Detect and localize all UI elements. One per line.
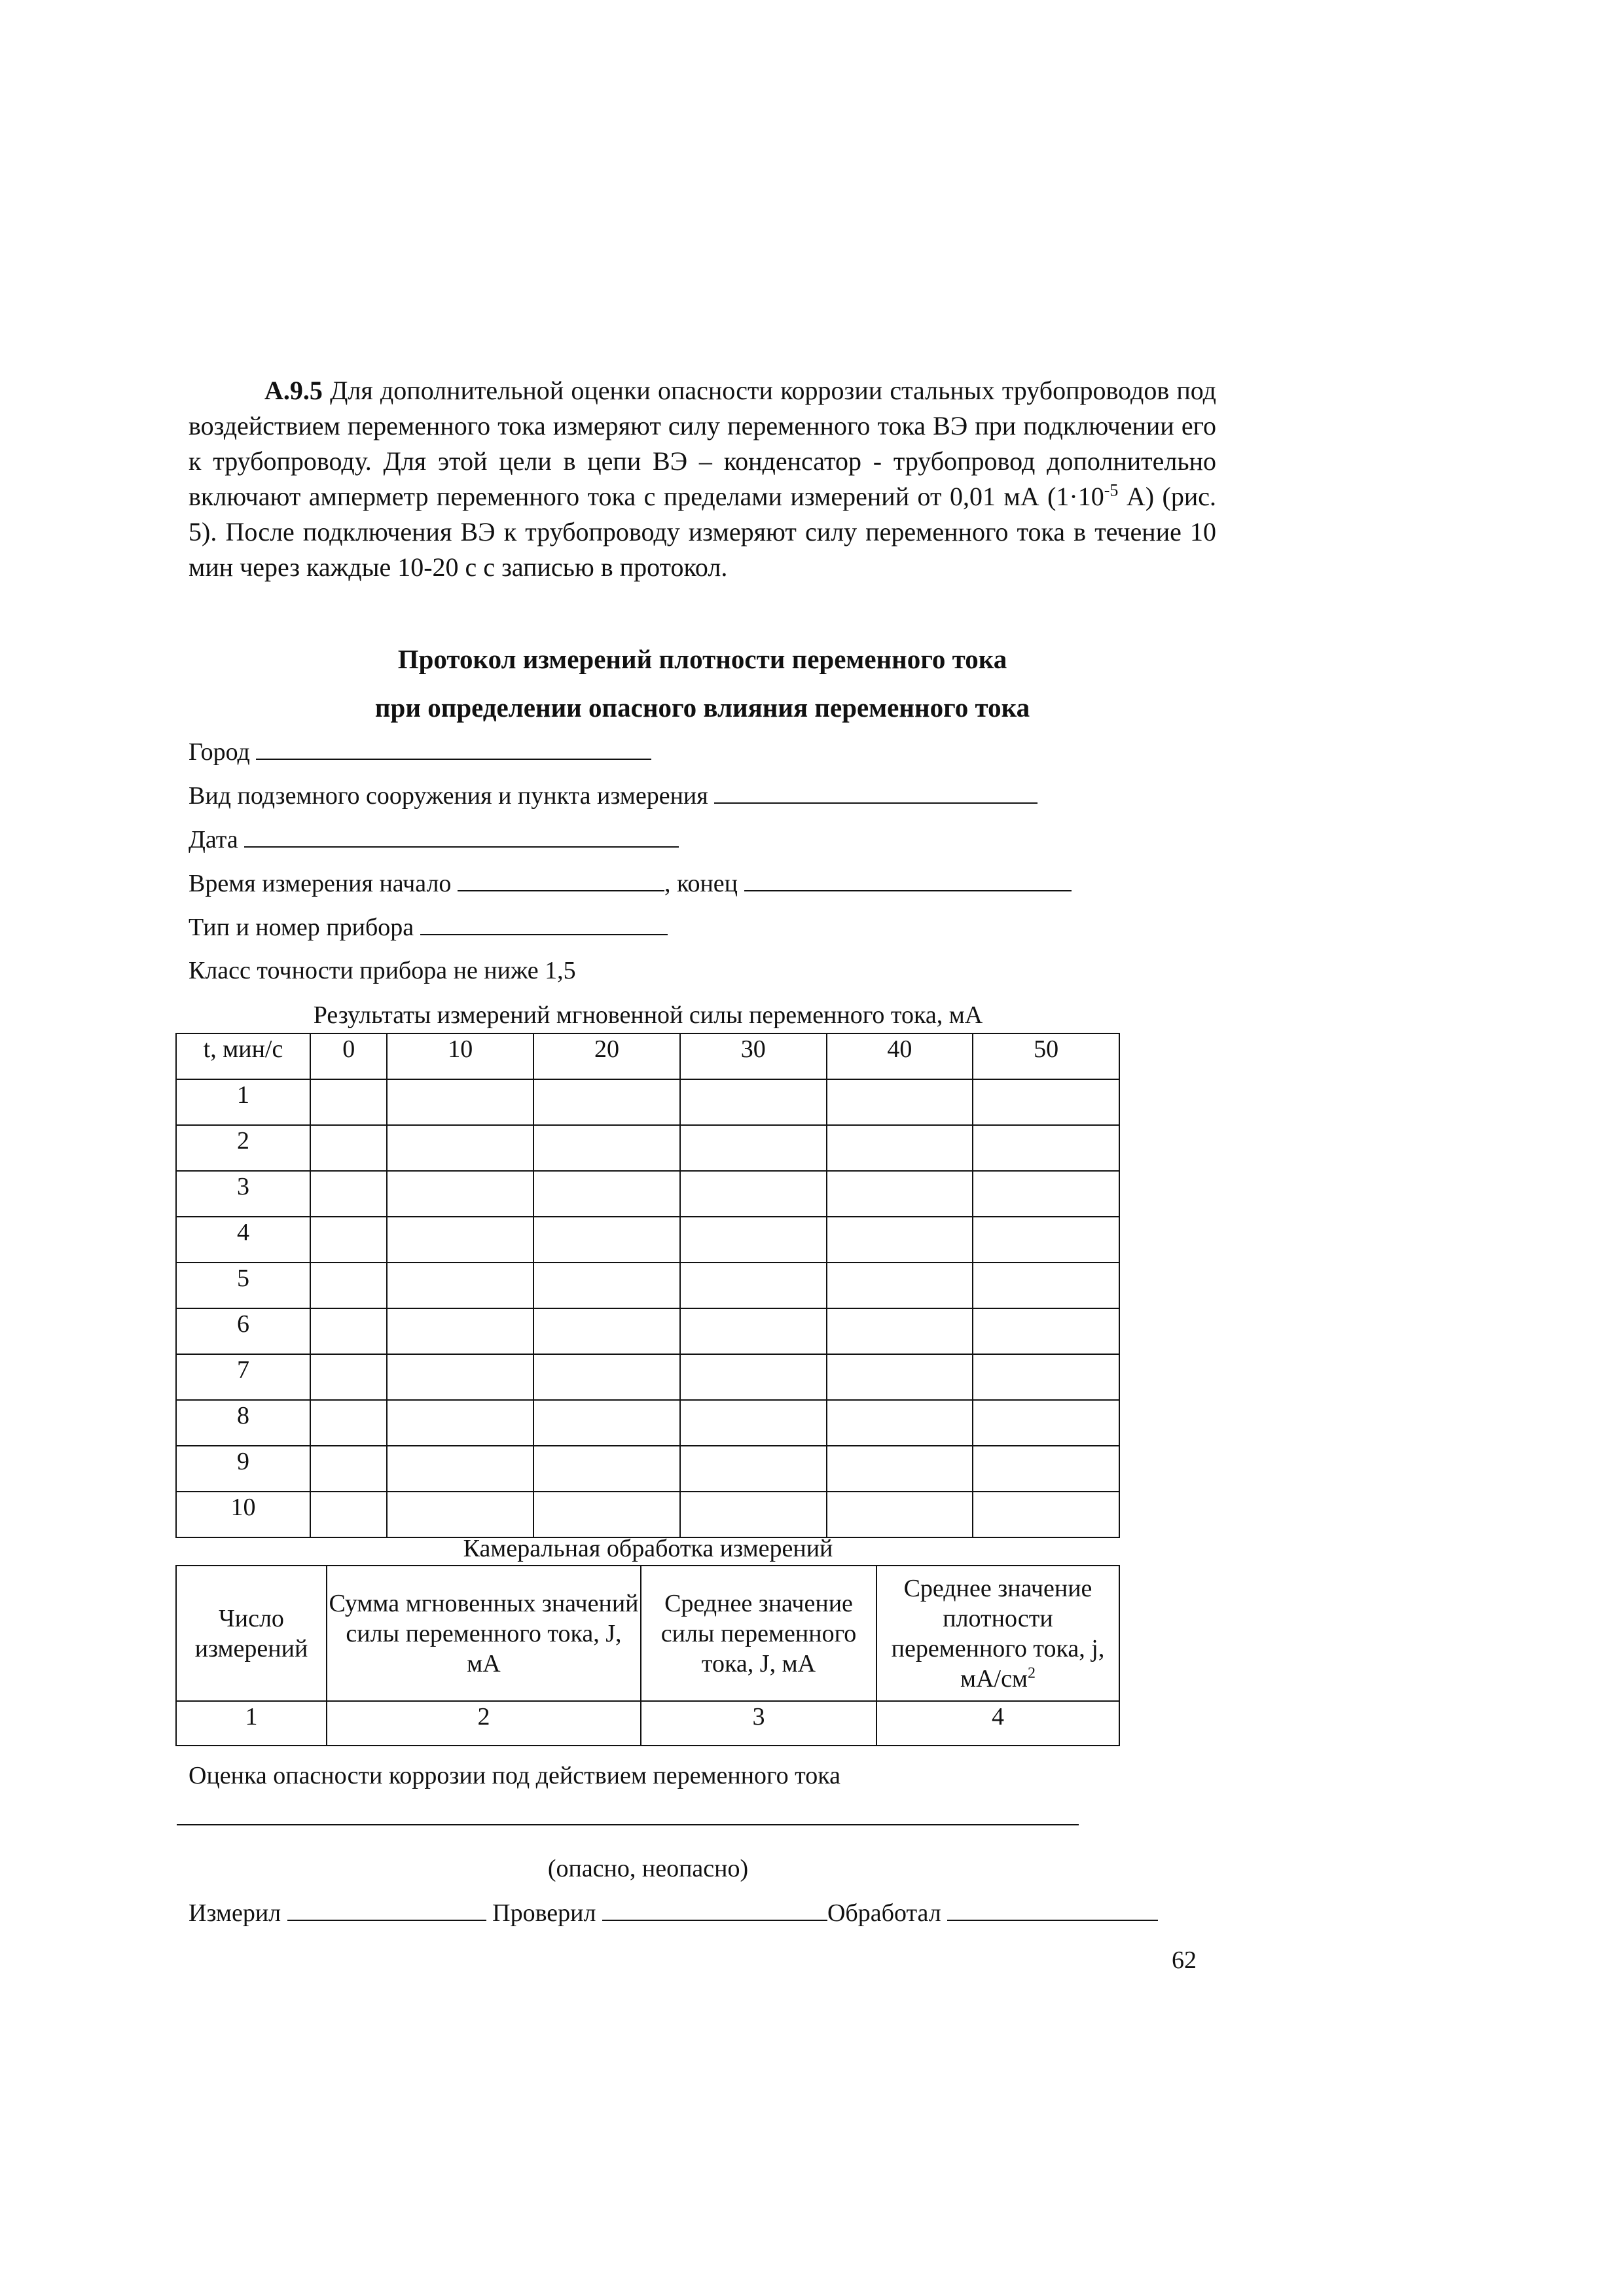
measurement-cell[interactable] — [387, 1171, 533, 1217]
measurement-cell[interactable] — [310, 1217, 387, 1263]
measurement-cell[interactable] — [310, 1263, 387, 1308]
processing-caption: Камеральная обработка измерений — [463, 1535, 833, 1562]
measurement-cell[interactable] — [827, 1400, 973, 1446]
processed-label: Обработал — [827, 1899, 941, 1927]
measurement-cell[interactable] — [827, 1354, 973, 1400]
row-minute-label: 1 — [176, 1079, 310, 1125]
measurement-cell[interactable] — [827, 1171, 973, 1217]
measurement-cell[interactable] — [533, 1308, 680, 1354]
measurement-cell[interactable] — [680, 1263, 827, 1308]
time-end-blank[interactable] — [744, 867, 1072, 891]
row-minute-label: 10 — [176, 1492, 310, 1537]
processing-header-row — [176, 1566, 1119, 1701]
measurement-cell[interactable] — [387, 1308, 533, 1354]
processing-table — [175, 1565, 1120, 1746]
row-minute-label: 2 — [176, 1125, 310, 1171]
measurement-cell[interactable] — [310, 1354, 387, 1400]
measurement-cell[interactable] — [680, 1446, 827, 1492]
measurement-cell[interactable] — [310, 1492, 387, 1537]
measurement-cell[interactable] — [973, 1308, 1119, 1354]
measurement-cell[interactable] — [973, 1263, 1119, 1308]
results-header-row — [176, 1033, 1119, 1079]
table-row — [176, 1263, 1119, 1308]
measurement-cell[interactable] — [827, 1308, 973, 1354]
measurement-cell[interactable] — [973, 1171, 1119, 1217]
assessment-label: Оценка опасности коррозии под действием переменного тока — [189, 1762, 841, 1789]
row-minute-label: 4 — [176, 1217, 310, 1263]
measurement-cell[interactable] — [533, 1217, 680, 1263]
measurement-cell[interactable] — [973, 1125, 1119, 1171]
paragraph-text-end: А) (рис. 5). После подключения ВЭ к трубопроводу измеряют силу переменного тока в течение 10 мин через каждые 10-20 с с записью в протокол. — [189, 482, 1217, 582]
measurement-cell[interactable] — [533, 1263, 680, 1308]
measurement-cell[interactable] — [827, 1263, 973, 1308]
measurement-cell[interactable] — [533, 1125, 680, 1171]
measurement-cell[interactable] — [680, 1171, 827, 1217]
table-row — [176, 1217, 1119, 1263]
table-row — [176, 1492, 1119, 1537]
date-blank[interactable] — [244, 823, 679, 848]
measurement-cell[interactable] — [310, 1125, 387, 1171]
measurement-cell[interactable] — [387, 1400, 533, 1446]
table-row — [176, 1400, 1119, 1446]
table-row — [176, 1446, 1119, 1492]
field-accuracy: Класс точности прибора не ниже 1,5 — [189, 957, 576, 984]
paragraph-text: Для дополнительной оценки опасности коррозии стальных трубопроводов под воздействием переменного тока измеряют силу переменного тока ВЭ при подключении его к трубопроводу. Для этой цели в цепи ВЭ – конденсатор - трубопровод дополнительно включают амперметр переменного тока с пределами измерений от 0,01 мА (1·10 — [189, 376, 1216, 511]
protocol-subtitle: при определении опасного влияния переменного тока — [374, 692, 1030, 723]
measurement-cell[interactable] — [973, 1446, 1119, 1492]
field-structure — [189, 779, 1038, 812]
measurement-cell[interactable] — [973, 1400, 1119, 1446]
measurement-cell[interactable] — [310, 1446, 387, 1492]
exponent: -5 — [1104, 480, 1119, 500]
structure-blank[interactable] — [714, 779, 1038, 804]
col-density-header: Среднее значение плотности переменного тока, j, $мА/см^2$ — [876, 1566, 1119, 1701]
measurement-cell[interactable] — [533, 1492, 680, 1537]
measurement-cell[interactable] — [680, 1079, 827, 1125]
col-number: 2 — [327, 1701, 641, 1746]
table-row — [176, 1171, 1119, 1217]
interval-header-cell: 30 — [680, 1033, 827, 1079]
section-number: А.9.5 — [264, 376, 323, 405]
city-blank[interactable] — [256, 735, 651, 760]
interval-header-cell: 20 — [533, 1033, 680, 1079]
measurement-cell[interactable] — [387, 1079, 533, 1125]
interval-header-cell: 10 — [387, 1033, 533, 1079]
field-date-label: Дата — [189, 826, 238, 853]
row-minute-label: 3 — [176, 1171, 310, 1217]
field-time-end-label: , конец — [664, 870, 738, 897]
signatures-line — [189, 1896, 1158, 1929]
processing-number-row — [176, 1701, 1119, 1746]
measurement-cell[interactable] — [310, 1079, 387, 1125]
interval-header-cell: 40 — [827, 1033, 973, 1079]
measurement-cell[interactable] — [387, 1217, 533, 1263]
measurement-cell[interactable] — [973, 1492, 1119, 1537]
field-device-label: Тип и номер прибора — [189, 914, 414, 941]
measurement-cell[interactable] — [973, 1079, 1119, 1125]
measurement-cell[interactable] — [680, 1400, 827, 1446]
time-header-cell: t, мин/с — [176, 1033, 310, 1079]
row-minute-label: 9 — [176, 1446, 310, 1492]
measurement-cell[interactable] — [387, 1263, 533, 1308]
field-date — [189, 823, 679, 856]
measurement-cell[interactable] — [310, 1171, 387, 1217]
measurement-cell[interactable] — [310, 1400, 387, 1446]
measurement-cell[interactable] — [973, 1217, 1119, 1263]
col-number: 4 — [876, 1701, 1119, 1746]
measurement-cell[interactable] — [387, 1446, 533, 1492]
measurement-cell[interactable] — [387, 1354, 533, 1400]
field-structure-label: Вид подземного сооружения и пункта измерения — [189, 782, 708, 810]
measurement-cell[interactable] — [827, 1079, 973, 1125]
measured-label: Измерил — [189, 1899, 281, 1927]
measurement-cell[interactable] — [827, 1217, 973, 1263]
measurement-cell[interactable] — [387, 1492, 533, 1537]
row-minute-label: 8 — [176, 1400, 310, 1446]
measurement-cell[interactable] — [533, 1171, 680, 1217]
device-blank[interactable] — [420, 910, 668, 935]
measurement-cell[interactable] — [827, 1492, 973, 1537]
interval-header-cell: 50 — [973, 1033, 1119, 1079]
protocol-title: Протокол измерений плотности переменного тока — [397, 644, 1007, 674]
measurement-cell[interactable] — [680, 1125, 827, 1171]
intro-paragraph — [189, 373, 1216, 585]
measurement-cell[interactable] — [680, 1308, 827, 1354]
col-sum-header: Сумма мгновенных значений силы переменного тока, J, мА — [327, 1566, 641, 1701]
assessment-hint: (опасно, неопасно) — [547, 1855, 749, 1882]
measurement-cell[interactable] — [533, 1446, 680, 1492]
results-caption: Результаты измерений мгновенной силы переменного тока, мА — [313, 1001, 983, 1029]
measurement-cell[interactable] — [827, 1446, 973, 1492]
results-table-body — [176, 1079, 1119, 1537]
row-minute-label: 6 — [176, 1308, 310, 1354]
time-start-blank[interactable] — [458, 867, 664, 891]
page-number: 62 — [1172, 1946, 1197, 1974]
field-device — [189, 910, 668, 944]
measurement-cell[interactable] — [680, 1354, 827, 1400]
measurement-cell[interactable] — [827, 1125, 973, 1171]
table-row — [176, 1125, 1119, 1171]
processed-blank[interactable] — [947, 1896, 1158, 1921]
col-number: 3 — [641, 1701, 876, 1746]
col-number: 1 — [176, 1701, 327, 1746]
results-table-header — [176, 1033, 1119, 1079]
measurement-cell[interactable] — [973, 1354, 1119, 1400]
field-time — [189, 867, 1072, 900]
table-row — [176, 1354, 1119, 1400]
table-row — [176, 1308, 1119, 1354]
measurement-cell[interactable] — [387, 1125, 533, 1171]
field-city — [189, 735, 651, 768]
col-count-header: Число измерений — [176, 1566, 327, 1701]
row-minute-label: 5 — [176, 1263, 310, 1308]
col-mean-header: Среднее значение силы переменного тока, J, мА — [641, 1566, 876, 1701]
measured-blank[interactable] — [287, 1896, 486, 1921]
field-city-label: Город — [189, 738, 250, 766]
measurement-cell[interactable] — [310, 1308, 387, 1354]
measurement-cell[interactable] — [533, 1400, 680, 1446]
results-table — [175, 1033, 1120, 1538]
row-minute-label: 7 — [176, 1354, 310, 1400]
interval-header-cell: 0 — [310, 1033, 387, 1079]
measurement-cell[interactable] — [533, 1079, 680, 1125]
measurement-cell[interactable] — [533, 1354, 680, 1400]
field-time-start-label: Время измерения начало — [189, 870, 452, 897]
measurement-cell[interactable] — [680, 1217, 827, 1263]
checked-blank[interactable] — [602, 1896, 827, 1921]
measurement-cell[interactable] — [680, 1492, 827, 1537]
checked-label: Проверил — [492, 1899, 596, 1927]
assessment-blank[interactable] — [177, 1824, 1079, 1825]
table-row — [176, 1079, 1119, 1125]
